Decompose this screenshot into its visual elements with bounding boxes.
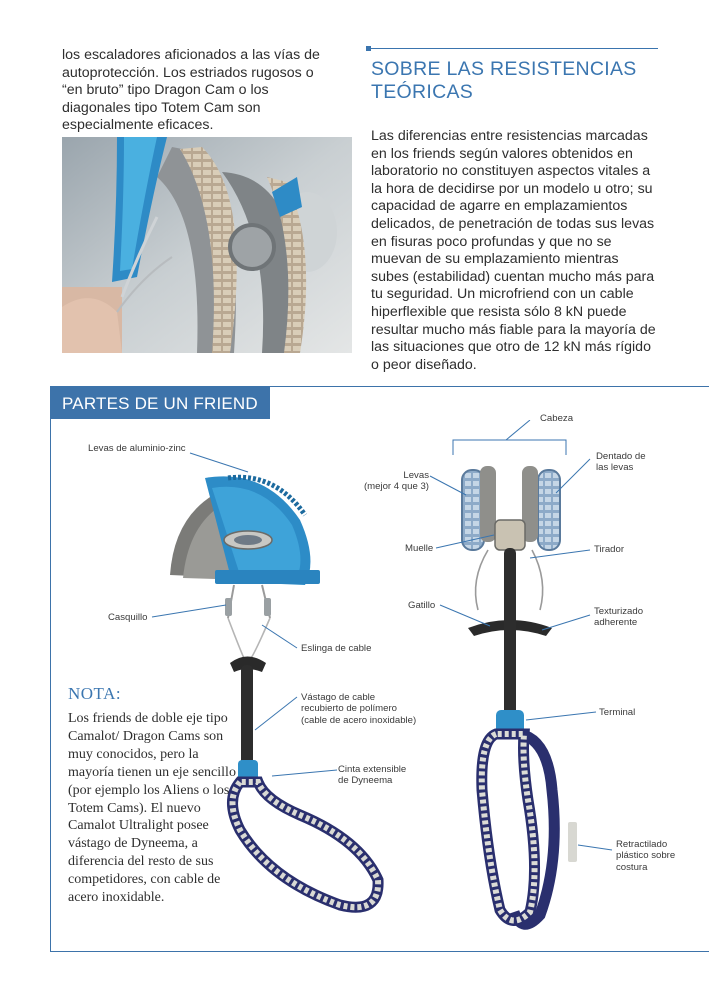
label-retractilado: [616, 839, 675, 873]
label-retractilado-line3: costura: [616, 861, 648, 873]
section-marker: [366, 46, 371, 51]
label-muelle: Muelle: [405, 543, 434, 554]
label-levas-line2: (mejor 4 que 3): [363, 481, 429, 493]
label-dentado: [596, 451, 646, 474]
sling-right-inner: [482, 734, 535, 921]
casquillo-sleeve: [225, 598, 232, 616]
label-gatillo: Gatillo: [408, 600, 436, 611]
label-texturizado-line1: Texturizado: [594, 606, 644, 617]
frame-line-top: [270, 386, 709, 387]
cam-axle-plate: [215, 570, 320, 584]
label-vastago: [301, 692, 416, 726]
section-rule: [366, 48, 658, 49]
cam-lobe-outer-right: [538, 470, 560, 550]
label-levas: [345, 470, 429, 493]
stem-right: [504, 548, 516, 718]
label-texturizado: [594, 606, 643, 629]
intro-paragraph: los escaladores aficionados a las vías de autoprotección. Los estriados rugosos o “en bruto” tipo Dragon Cam o los diagonales tipo Totem Cam son especialmente eficaces.: [62, 47, 320, 134]
friend-right-illustration: [462, 466, 577, 924]
spring: [495, 520, 525, 550]
label-dentado-line1: Dentado de: [596, 451, 646, 462]
sling-left: [233, 782, 379, 907]
label-retractilado-line2: plástico sobre: [616, 850, 676, 862]
nota-title: NOTA:: [68, 684, 122, 703]
label-cinta-line2: de Dyneema: [338, 775, 393, 787]
cam-closeup-photo: [62, 137, 352, 353]
label-tirador: Tirador: [594, 544, 625, 555]
label-terminal: Terminal: [599, 707, 636, 718]
label-vastago-line2: recubierto de polímero: [301, 703, 397, 715]
label-levas-aluminio: Levas de aluminio-zinc: [88, 443, 186, 454]
label-cinta-line1: Cinta extensible: [338, 764, 407, 775]
shrink-wrap: [568, 822, 577, 862]
label-dentado-line2: las levas: [596, 462, 634, 474]
nota-body: Los friends de doble eje tipo Camalot/ Dragon Cams son muy conocidos, pero la mayoría tienen un eje sencillo (por ejemplo los Aliens o los Totem Cams). El nuevo Camalot Ultralight posee vástago de Dyneema, a diferencia del resto de sus competidores, con cable de acero inoxidable.: [68, 711, 236, 906]
label-levas-line1: Levas: [403, 470, 429, 481]
label-retractilado-line1: Retractilado: [616, 839, 668, 850]
label-eslinga: Eslinga de cable: [301, 643, 372, 654]
section-body: Las diferencias entre resistencias marcadas en los friends según valores obtenidos en laboratorio no constituyen aspectos vitales a la hora de decidirse por un modelo u otro; su capacidad de agarre en emplazamientos delicados, de penetración de todas sus levas en fisuras poco profundas y que no se muevan de su emplazamiento mientras subes (estabilidad) cuentan mucho más para tu seguridad. Un microfriend con un cable hiperflexible que resista sólo 8 kN puede resultar mucho más fiable para la mayoría de las situaciones que otro de 12 kN más rígido o peor diseñado.: [371, 128, 656, 373]
section-title: SOBRE LAS RESISTENCIAS TEÓRICAS: [371, 58, 637, 103]
label-cabeza: Cabeza: [540, 413, 574, 424]
parts-banner-title: PARTES DE UN FRIEND: [62, 394, 258, 413]
frame-line-bottom: [50, 951, 709, 952]
label-cinta: [338, 764, 406, 787]
label-texturizado-line2: adherente: [594, 617, 638, 629]
label-vastago-line1: Vástago de cable: [301, 692, 376, 703]
label-casquillo: Casquillo: [108, 612, 148, 623]
label-vastago-line3: (cable de acero inoxidable): [301, 714, 417, 726]
